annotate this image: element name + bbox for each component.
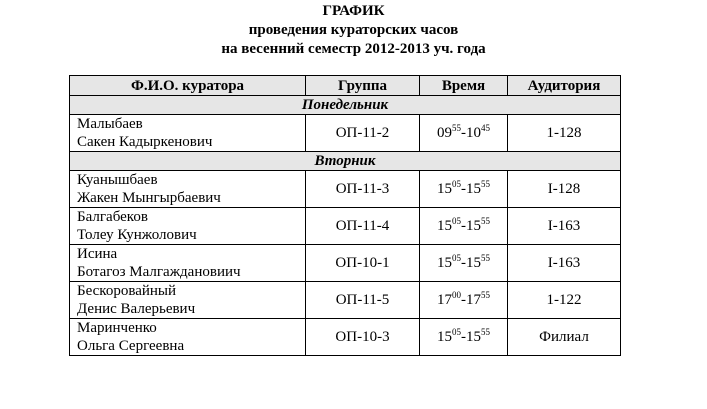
group-cell: ОП-11-5 (306, 282, 420, 319)
header-room: Аудитория (508, 76, 621, 96)
schedule-table (69, 75, 621, 356)
curator-cell (70, 282, 306, 319)
table-row (70, 319, 621, 356)
time-start-hour: 15 (437, 217, 452, 234)
table-row (70, 282, 621, 319)
curator-cell (70, 319, 306, 356)
time-cell: $15^{05}-15^{55}$ (420, 245, 508, 282)
room-cell: 1-122 (508, 282, 621, 319)
time-end-minute: 55 (481, 178, 490, 189)
curator-surname: Куанышбаев (77, 172, 158, 188)
curator-cell (70, 208, 306, 245)
time-start-minute: 55 (452, 122, 461, 133)
day-label: Понедельник (70, 96, 621, 115)
group-cell: ОП-11-2 (306, 115, 420, 152)
day-row (70, 96, 621, 115)
time-start-hour: 17 (437, 291, 452, 308)
time-end-hour: 17 (466, 291, 481, 308)
time-end-hour: 10 (466, 124, 481, 141)
curator-given-names: Ботагоз Малгаждановиич (77, 264, 241, 280)
group-cell: ОП-10-3 (306, 319, 420, 356)
curator-given-names: Денис Валерьевич (77, 301, 196, 317)
table-row (70, 171, 621, 208)
time-cell: $09^{55}-10^{45}$ (420, 115, 508, 152)
room-cell: I-163 (508, 245, 621, 282)
time-end-minute: 55 (481, 289, 490, 300)
group-cell: ОП-11-3 (306, 171, 420, 208)
time-end-hour: 15 (466, 328, 481, 345)
time-start-minute: 05 (452, 178, 461, 189)
header-time: Время (420, 76, 508, 96)
header-curator: Ф.И.О. куратора (70, 76, 306, 96)
title-line-1: ГРАФИК (322, 3, 385, 19)
curator-surname: Бескоровайный (77, 283, 177, 299)
curator-given-names: Сакен Кадыркенович (77, 134, 213, 150)
time-start-minute: 05 (452, 326, 461, 337)
group-cell: ОП-10-1 (306, 245, 420, 282)
room-cell: I-163 (508, 208, 621, 245)
time-start-hour: 15 (437, 254, 452, 271)
curator-surname: Маринченко (77, 320, 157, 336)
table-row (70, 208, 621, 245)
day-row (70, 152, 621, 171)
time-start-minute: 00 (452, 289, 461, 300)
curator-cell (70, 245, 306, 282)
table-row (70, 245, 621, 282)
table-row (70, 115, 621, 152)
room-cell: Филиал (508, 319, 621, 356)
time-end-minute: 55 (481, 215, 490, 226)
time-end-hour: 15 (466, 254, 481, 271)
time-cell: $15^{05}-15^{55}$ (420, 171, 508, 208)
time-cell: $15^{05}-15^{55}$ (420, 319, 508, 356)
schedule-body (70, 96, 621, 356)
curator-surname: Исина (77, 246, 118, 262)
time-end-minute: 55 (481, 326, 490, 337)
time-end-minute: 45 (481, 122, 490, 133)
time-start-minute: 05 (452, 215, 461, 226)
time-end-minute: 55 (481, 252, 490, 263)
curator-cell (70, 115, 306, 152)
header-group: Группа (306, 76, 420, 96)
curator-surname: Балгабеков (77, 209, 148, 225)
curator-given-names: Ольга Сергеевна (77, 338, 185, 354)
document-title (0, 2, 707, 59)
time-start-hour: 15 (437, 180, 452, 197)
time-start-hour: 15 (437, 328, 452, 345)
time-cell: $17^{00}-17^{55}$ (420, 282, 508, 319)
time-end-hour: 15 (466, 180, 481, 197)
curator-given-names: Толеу Кунжолович (77, 227, 197, 243)
title-line-2: проведения кураторских часов (248, 22, 459, 38)
time-cell: $15^{05}-15^{55}$ (420, 208, 508, 245)
curator-cell (70, 171, 306, 208)
day-label: Вторник (70, 152, 621, 171)
time-end-hour: 15 (466, 217, 481, 234)
room-cell: 1-128 (508, 115, 621, 152)
group-cell: ОП-11-4 (306, 208, 420, 245)
curator-given-names: Жакен Мынгырбаевич (77, 190, 221, 206)
table-header-row (70, 76, 621, 96)
time-start-minute: 05 (452, 252, 461, 263)
room-cell: I-128 (508, 171, 621, 208)
time-start-hour: 09 (437, 124, 452, 141)
title-line-3: на весенний семестр 2012-2013 уч. года (221, 41, 486, 57)
curator-surname: Малыбаев (77, 116, 143, 132)
